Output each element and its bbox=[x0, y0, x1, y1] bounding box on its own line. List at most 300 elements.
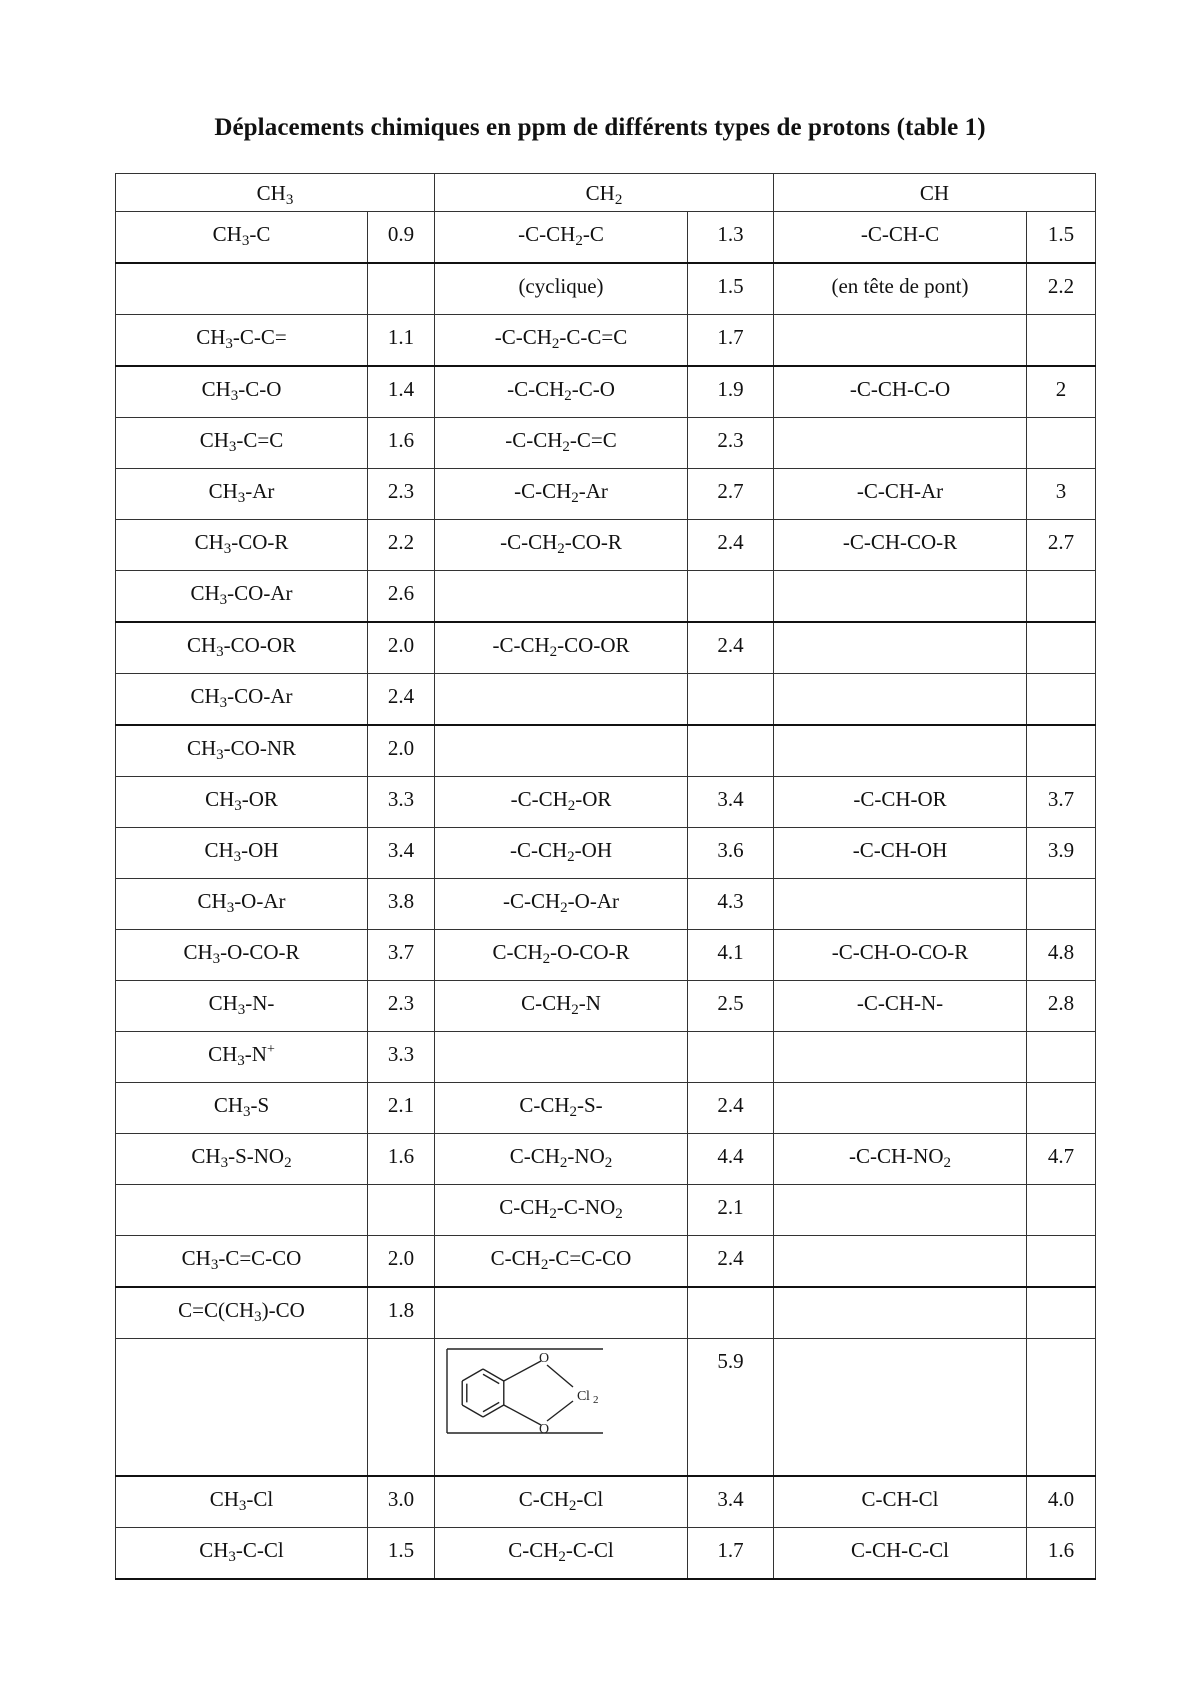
table-row bbox=[116, 777, 1096, 828]
ch2-shift-cell bbox=[688, 674, 774, 726]
formula-text: C-CH-Cl bbox=[861, 1487, 939, 1511]
ch2-shift-cell: 2.4 bbox=[688, 520, 774, 571]
ch-group-cell bbox=[774, 1134, 1027, 1185]
formula-text: -C-CH-Ar bbox=[856, 479, 944, 503]
formula-text: -C-C=C bbox=[559, 325, 628, 349]
formula-text: -C-CH-N- bbox=[856, 991, 944, 1015]
formula-text: CH bbox=[201, 377, 231, 401]
ch-shift-cell bbox=[1027, 1339, 1096, 1477]
formula-text: -S-NO bbox=[228, 1144, 285, 1168]
ch3-group-cell bbox=[116, 1528, 368, 1580]
atom-label: 2 bbox=[593, 1394, 599, 1406]
ch-shift-cell bbox=[1027, 1236, 1096, 1288]
ch3-shift-cell: 1.5 bbox=[368, 1528, 435, 1580]
formula-text: CH bbox=[194, 530, 224, 554]
ch3-shift-cell: 1.6 bbox=[368, 1134, 435, 1185]
formula-subscript: 2 bbox=[557, 541, 565, 557]
formula-superscript: + bbox=[266, 1042, 275, 1057]
ch-group-cell bbox=[774, 1339, 1027, 1477]
ch2-shift-cell: 1.7 bbox=[688, 315, 774, 367]
ch3-shift-cell: 2.0 bbox=[368, 725, 435, 777]
table-row bbox=[116, 1185, 1096, 1236]
ch-shift-cell: 1.6 bbox=[1027, 1528, 1096, 1580]
ch2-shift-cell: 2.7 bbox=[688, 469, 774, 520]
formula-text: -O-CO-R bbox=[220, 940, 300, 964]
formula-subscript: 3 bbox=[237, 1053, 245, 1069]
ch2-group-cell bbox=[435, 263, 688, 315]
atom-label: l bbox=[586, 1389, 590, 1404]
formula-subscript: 3 bbox=[254, 1309, 262, 1325]
formula-text: -CO-OR bbox=[557, 633, 630, 657]
ch2-shift-cell: 4.4 bbox=[688, 1134, 774, 1185]
formula-text: -C-CH bbox=[503, 889, 561, 913]
formula-text: CH bbox=[213, 1093, 243, 1117]
formula-text: -CO-R bbox=[564, 530, 622, 554]
ch2-group-cell bbox=[435, 1083, 688, 1134]
formula-subscript: 2 bbox=[571, 1002, 579, 1018]
ch-group-cell bbox=[774, 828, 1027, 879]
formula-subscript: 3 bbox=[219, 592, 228, 608]
formula-text: -S- bbox=[577, 1093, 603, 1117]
ch3-shift-cell: 3.3 bbox=[368, 1032, 435, 1083]
ch2-shift-cell: 4.1 bbox=[688, 930, 774, 981]
ch3-shift-cell: 3.0 bbox=[368, 1476, 435, 1528]
formula-text: C-CH bbox=[508, 1538, 559, 1562]
ch-group-cell bbox=[774, 1476, 1027, 1528]
formula-text: -C-CH bbox=[494, 325, 552, 349]
chemical-shift-table bbox=[115, 173, 1096, 1580]
ch-group-cell bbox=[774, 212, 1027, 264]
ch-shift-cell bbox=[1027, 315, 1096, 367]
table-row bbox=[116, 571, 1096, 623]
formula-text: CH bbox=[186, 736, 217, 760]
methylenedioxybenzene-structure bbox=[445, 1347, 605, 1435]
ch3-group-cell bbox=[116, 469, 368, 520]
ch-shift-cell bbox=[1027, 622, 1096, 674]
formula-subscript: 3 bbox=[237, 1002, 246, 1018]
ch3-shift-cell: 2.6 bbox=[368, 571, 435, 623]
header-subscript: 2 bbox=[614, 192, 623, 208]
formula-text: -CO-Ar bbox=[227, 581, 293, 605]
formula-text: -C-CH-CO-R bbox=[842, 530, 958, 554]
header-ch3 bbox=[116, 174, 435, 212]
ch2-group-cell bbox=[435, 1287, 688, 1339]
formula-text: -C-CH bbox=[507, 377, 565, 401]
ch3-group-cell bbox=[116, 571, 368, 623]
table-row bbox=[116, 930, 1096, 981]
ch3-shift-cell: 2.4 bbox=[368, 674, 435, 726]
table-row bbox=[116, 366, 1096, 418]
ch3-shift-cell: 2.1 bbox=[368, 1083, 435, 1134]
ch-group-cell bbox=[774, 469, 1027, 520]
ch2-group-cell bbox=[435, 520, 688, 571]
formula-subscript: 2 bbox=[575, 233, 583, 249]
formula-text: CH bbox=[209, 1487, 239, 1511]
formula-text: -O-Ar bbox=[234, 889, 286, 913]
formula-text: -C-Cl bbox=[565, 1538, 614, 1562]
ch2-shift-cell bbox=[688, 571, 774, 623]
ch3-shift-cell: 1.6 bbox=[368, 418, 435, 469]
formula-text: -C-NO bbox=[556, 1195, 616, 1219]
ch-group-cell bbox=[774, 1032, 1027, 1083]
ch2-shift-cell: 2.4 bbox=[688, 1083, 774, 1134]
formula-text: (en tête de pont) bbox=[831, 274, 969, 298]
ch-group-cell bbox=[774, 315, 1027, 367]
formula-subscript: 3 bbox=[241, 233, 250, 249]
bond-line bbox=[483, 1369, 504, 1381]
ch3-shift-cell: 1.8 bbox=[368, 1287, 435, 1339]
formula-subscript: 2 bbox=[559, 1155, 568, 1171]
ch3-shift-cell: 1.4 bbox=[368, 366, 435, 418]
formula-text: C-CH bbox=[509, 1144, 560, 1168]
formula-text: -C-CH bbox=[500, 530, 558, 554]
ch2-shift-cell: 1.9 bbox=[688, 366, 774, 418]
formula-text: (cyclique) bbox=[518, 274, 604, 298]
table-row bbox=[116, 212, 1096, 264]
formula-text: C-CH bbox=[521, 991, 572, 1015]
formula-text: -C-O bbox=[571, 377, 615, 401]
formula-subscript: 3 bbox=[216, 644, 224, 660]
table-row bbox=[116, 879, 1096, 930]
ch-shift-cell: 3.7 bbox=[1027, 777, 1096, 828]
ch2-shift-cell: 3.4 bbox=[688, 1476, 774, 1528]
formula-text: -Ar bbox=[245, 479, 275, 503]
formula-subscript: 2 bbox=[558, 1549, 566, 1565]
formula-text: -C-C= bbox=[232, 325, 287, 349]
formula-text: -N bbox=[244, 1042, 267, 1066]
formula-text: -C-CH-O-CO-R bbox=[831, 940, 969, 964]
ch3-shift-cell: 0.9 bbox=[368, 212, 435, 264]
ch3-group-cell bbox=[116, 1083, 368, 1134]
formula-text: -C bbox=[249, 222, 271, 246]
table-row bbox=[116, 1476, 1096, 1528]
ch2-group-cell bbox=[435, 981, 688, 1032]
formula-text: -C-CH-OR bbox=[853, 787, 947, 811]
bond-line bbox=[547, 1365, 573, 1387]
ch-group-cell bbox=[774, 366, 1027, 418]
ch-shift-cell: 4.0 bbox=[1027, 1476, 1096, 1528]
table-row bbox=[116, 418, 1096, 469]
formula-text: -C-O bbox=[238, 377, 282, 401]
bond-line bbox=[483, 1402, 499, 1411]
ch3-group-cell bbox=[116, 1185, 368, 1236]
ch-shift-cell: 2.2 bbox=[1027, 263, 1096, 315]
ch-shift-cell bbox=[1027, 674, 1096, 726]
formula-text: -OH bbox=[241, 838, 279, 862]
ch3-group-cell bbox=[116, 725, 368, 777]
ch3-group-cell bbox=[116, 622, 368, 674]
ch2-group-cell bbox=[435, 622, 688, 674]
formula-text: CH bbox=[181, 1246, 211, 1270]
ch2-shift-cell bbox=[688, 725, 774, 777]
ch3-shift-cell bbox=[368, 1185, 435, 1236]
formula-text: -OR bbox=[575, 787, 612, 811]
formula-subscript: 3 bbox=[243, 1104, 251, 1120]
ch3-group-cell bbox=[116, 1236, 368, 1288]
ch2-group-cell bbox=[435, 1339, 688, 1477]
ch-group-cell bbox=[774, 622, 1027, 674]
formula-text: )-CO bbox=[261, 1298, 305, 1322]
formula-text: CH bbox=[205, 787, 235, 811]
ch3-shift-cell: 2.3 bbox=[368, 981, 435, 1032]
formula-text: -Cl bbox=[246, 1487, 274, 1511]
formula-text: CH bbox=[208, 991, 238, 1015]
formula-text: -C-CH bbox=[510, 838, 568, 862]
formula-text: C-CH bbox=[518, 1487, 569, 1511]
ch-shift-cell bbox=[1027, 1287, 1096, 1339]
formula-text: CH bbox=[208, 1042, 238, 1066]
formula-subscript: 3 bbox=[228, 1549, 236, 1565]
ch2-group-cell bbox=[435, 366, 688, 418]
table-row bbox=[116, 520, 1096, 571]
ch3-group-cell bbox=[116, 930, 368, 981]
ch-shift-cell: 2 bbox=[1027, 366, 1096, 418]
formula-subscript: 2 bbox=[562, 439, 570, 455]
formula-text: C-CH bbox=[492, 940, 543, 964]
ch2-group-cell bbox=[435, 1236, 688, 1288]
formula-text: -C-CH-C-O bbox=[849, 377, 951, 401]
table-row bbox=[116, 828, 1096, 879]
ch2-shift-cell: 2.5 bbox=[688, 981, 774, 1032]
ch3-group-cell bbox=[116, 777, 368, 828]
formula-text: CH bbox=[199, 1538, 229, 1562]
table-row bbox=[116, 981, 1096, 1032]
ch2-group-cell bbox=[435, 469, 688, 520]
formula-subscript: 3 bbox=[220, 1155, 229, 1171]
atom-label: C bbox=[577, 1389, 587, 1404]
ch3-shift-cell bbox=[368, 1339, 435, 1477]
ch2-shift-cell: 1.3 bbox=[688, 212, 774, 264]
ch2-shift-cell: 3.4 bbox=[688, 777, 774, 828]
ch2-group-cell bbox=[435, 674, 688, 726]
formula-text: CH bbox=[208, 479, 238, 503]
ch2-group-cell bbox=[435, 1528, 688, 1580]
ch-group-cell bbox=[774, 1528, 1027, 1580]
formula-subscript: 3 bbox=[212, 951, 221, 967]
table-row bbox=[116, 674, 1096, 726]
header-label: CH bbox=[919, 181, 950, 205]
formula-text: -C=C-CO bbox=[548, 1246, 632, 1270]
ch-shift-cell bbox=[1027, 1032, 1096, 1083]
table-row bbox=[116, 622, 1096, 674]
ch3-shift-cell: 1.1 bbox=[368, 315, 435, 367]
ch2-group-cell bbox=[435, 1185, 688, 1236]
formula-subscript: 2 bbox=[567, 798, 576, 814]
ch-shift-cell: 4.8 bbox=[1027, 930, 1096, 981]
formula-subscript: 2 bbox=[560, 900, 568, 916]
ch2-group-cell bbox=[435, 725, 688, 777]
ch2-group-cell bbox=[435, 879, 688, 930]
formula-text: CH bbox=[212, 222, 242, 246]
ch-group-cell bbox=[774, 1236, 1027, 1288]
bond-line bbox=[504, 1361, 541, 1381]
formula-text: -OH bbox=[574, 838, 612, 862]
ch2-shift-cell: 2.1 bbox=[688, 1185, 774, 1236]
ch2-shift-cell bbox=[688, 1032, 774, 1083]
formula-text: -C-CH bbox=[505, 428, 563, 452]
table-row bbox=[116, 725, 1096, 777]
formula-subscript: 3 bbox=[216, 747, 224, 763]
formula-text: -C-CH bbox=[492, 633, 550, 657]
ch3-shift-cell: 3.3 bbox=[368, 777, 435, 828]
bond-line bbox=[504, 1405, 541, 1425]
formula-text: CH bbox=[190, 581, 220, 605]
ch-shift-cell: 4.7 bbox=[1027, 1134, 1096, 1185]
ch-shift-cell bbox=[1027, 1083, 1096, 1134]
formula-text: -C-CH bbox=[518, 222, 576, 246]
header-row bbox=[116, 174, 1096, 212]
formula-text: -CO-OR bbox=[223, 633, 297, 657]
formula-subscript: 3 bbox=[238, 1498, 247, 1514]
bond-line bbox=[483, 1405, 504, 1417]
formula-subscript: 2 bbox=[615, 1206, 623, 1222]
formula-subscript: 2 bbox=[571, 490, 579, 506]
formula-text: C-CH bbox=[490, 1246, 541, 1270]
formula-text: -O-CO-R bbox=[550, 940, 630, 964]
formula-text: -C bbox=[582, 222, 604, 246]
ch-group-cell bbox=[774, 418, 1027, 469]
formula-text: CH bbox=[186, 633, 217, 657]
formula-text: -C=C bbox=[236, 428, 284, 452]
table-row bbox=[116, 1083, 1096, 1134]
formula-subscript: 2 bbox=[542, 951, 551, 967]
ch2-group-cell bbox=[435, 1134, 688, 1185]
ch2-shift-cell bbox=[688, 1287, 774, 1339]
table-row bbox=[116, 315, 1096, 367]
table-body bbox=[116, 174, 1096, 1580]
ch3-group-cell bbox=[116, 366, 368, 418]
atom-label: O bbox=[539, 1422, 550, 1435]
formula-subscript: 3 bbox=[223, 541, 232, 557]
ch3-shift-cell: 2.3 bbox=[368, 469, 435, 520]
formula-text: -CO-R bbox=[231, 530, 289, 554]
header-ch2 bbox=[435, 174, 774, 212]
ch2-shift-cell: 2.4 bbox=[688, 622, 774, 674]
ch2-shift-cell: 1.7 bbox=[688, 1528, 774, 1580]
formula-text: -C-Cl bbox=[235, 1538, 284, 1562]
ch-group-cell bbox=[774, 1083, 1027, 1134]
formula-text: CH bbox=[204, 838, 234, 862]
formula-text: -N- bbox=[245, 991, 275, 1015]
ch3-group-cell bbox=[116, 879, 368, 930]
table-row bbox=[116, 1528, 1096, 1580]
formula-text: C=C(CH bbox=[178, 1298, 255, 1322]
formula-subscript: 2 bbox=[284, 1155, 292, 1171]
formula-text: -CO-Ar bbox=[227, 684, 293, 708]
table-row bbox=[116, 469, 1096, 520]
ch2-group-cell bbox=[435, 1476, 688, 1528]
formula-subscript: 3 bbox=[237, 490, 246, 506]
ch3-group-cell bbox=[116, 1476, 368, 1528]
header-subscript: 3 bbox=[285, 192, 294, 208]
ch3-group-cell bbox=[116, 418, 368, 469]
formula-subscript: 3 bbox=[210, 1257, 219, 1273]
ch3-group-cell bbox=[116, 1032, 368, 1083]
formula-text: -C-CH-OH bbox=[852, 838, 948, 862]
formula-subscript: 2 bbox=[943, 1155, 951, 1171]
formula-subscript: 3 bbox=[234, 798, 242, 814]
ch-group-cell bbox=[774, 725, 1027, 777]
bond-line bbox=[547, 1401, 573, 1421]
ch3-shift-cell: 3.7 bbox=[368, 930, 435, 981]
formula-text: CH bbox=[199, 428, 229, 452]
formula-text: -C-CH-C bbox=[860, 222, 940, 246]
ch3-shift-cell: 2.2 bbox=[368, 520, 435, 571]
formula-subscript: 3 bbox=[230, 388, 239, 404]
ch-shift-cell: 3 bbox=[1027, 469, 1096, 520]
formula-subscript: 2 bbox=[569, 1104, 577, 1120]
table-row bbox=[116, 1339, 1096, 1477]
ch3-shift-cell bbox=[368, 263, 435, 315]
formula-subscript: 2 bbox=[540, 1257, 549, 1273]
ch3-group-cell bbox=[116, 315, 368, 367]
formula-text: -Cl bbox=[576, 1487, 604, 1511]
formula-subscript: 3 bbox=[225, 336, 233, 352]
formula-text: CH bbox=[196, 325, 226, 349]
ch-shift-cell: 2.7 bbox=[1027, 520, 1096, 571]
formula-text: CH bbox=[183, 940, 213, 964]
ch2-group-cell bbox=[435, 571, 688, 623]
ch-group-cell bbox=[774, 674, 1027, 726]
ch2-group-cell bbox=[435, 315, 688, 367]
ch3-shift-cell: 3.8 bbox=[368, 879, 435, 930]
ch3-group-cell bbox=[116, 828, 368, 879]
ch3-shift-cell: 2.0 bbox=[368, 622, 435, 674]
ch3-group-cell bbox=[116, 212, 368, 264]
formula-text: -C-CH bbox=[514, 479, 572, 503]
formula-text: CH bbox=[197, 889, 227, 913]
formula-subscript: 3 bbox=[233, 849, 242, 865]
formula-text: -S bbox=[250, 1093, 270, 1117]
formula-text: -N bbox=[578, 991, 601, 1015]
ch-shift-cell bbox=[1027, 571, 1096, 623]
ch2-group-cell bbox=[435, 777, 688, 828]
formula-subscript: 3 bbox=[226, 900, 235, 916]
formula-subscript: 2 bbox=[564, 388, 572, 404]
table-row bbox=[116, 1236, 1096, 1288]
bond-line bbox=[462, 1405, 483, 1417]
formula-subscript: 3 bbox=[219, 695, 228, 711]
formula-text: C-CH bbox=[519, 1093, 570, 1117]
ch-group-cell bbox=[774, 1287, 1027, 1339]
formula-subscript: 2 bbox=[568, 1498, 577, 1514]
header-label: CH bbox=[256, 181, 286, 205]
ch-group-cell bbox=[774, 520, 1027, 571]
ch3-group-cell bbox=[116, 981, 368, 1032]
formula-subscript: 3 bbox=[228, 439, 237, 455]
formula-text: -O-Ar bbox=[567, 889, 619, 913]
ch-group-cell bbox=[774, 1185, 1027, 1236]
ch-shift-cell bbox=[1027, 879, 1096, 930]
bond-line bbox=[483, 1374, 499, 1383]
formula-text: C-CH-C-Cl bbox=[850, 1538, 949, 1562]
formula-text: CH bbox=[190, 684, 220, 708]
formula-subscript: 2 bbox=[549, 1206, 557, 1222]
ch2-shift-cell: 3.6 bbox=[688, 828, 774, 879]
header-ch bbox=[774, 174, 1096, 212]
table-row bbox=[116, 263, 1096, 315]
ch3-group-cell bbox=[116, 1339, 368, 1477]
ch-shift-cell bbox=[1027, 725, 1096, 777]
ch-group-cell bbox=[774, 571, 1027, 623]
ch2-shift-cell: 1.5 bbox=[688, 263, 774, 315]
ch3-group-cell bbox=[116, 263, 368, 315]
ch3-group-cell bbox=[116, 520, 368, 571]
formula-text: CH bbox=[191, 1144, 221, 1168]
ch-group-cell bbox=[774, 263, 1027, 315]
page-title: Déplacements chimiques en ppm de différents types de protons (table 1) bbox=[214, 114, 986, 141]
ch2-group-cell bbox=[435, 212, 688, 264]
